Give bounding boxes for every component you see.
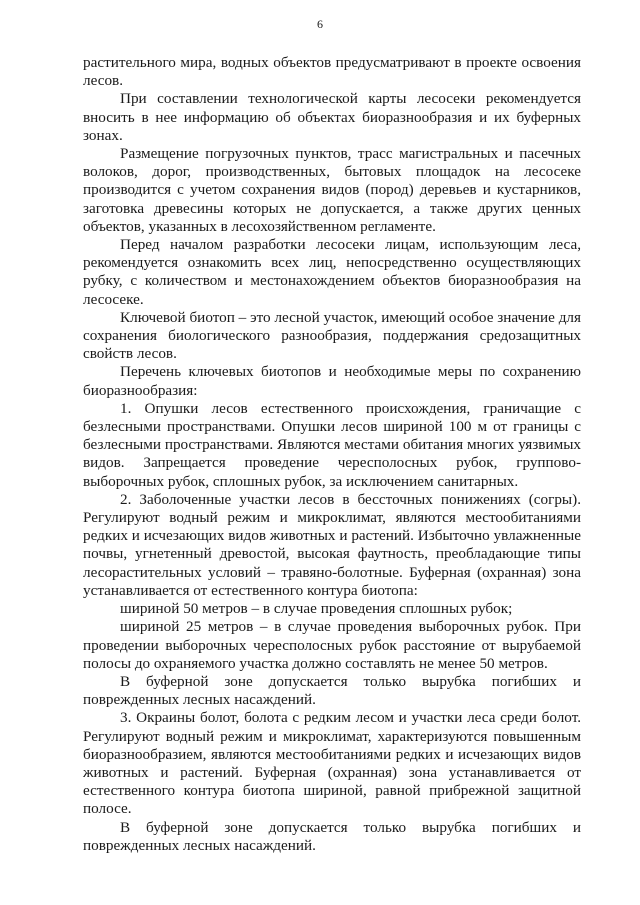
paragraph-loading-points: Размещение погрузочных пунктов, трасс магистральных и пасечных волоков, дорог, производственных, бытовых площадок на лесосеке производится с учетом сохранения видов (пород) деревьев и кустарников, заготовка древесины которых не допускается, а также других ценных объектов, указанных в лесохозяйственном регламенте. (83, 145, 581, 235)
list-item-forest-edges: 1. Опушки лесов естественного происхождения, граничащие с безлесными пространствами. Опушки лесов шириной 100 м от границы с безлесными пространствами. Являются местами обитания многих уязвимых видов. Запрещается проведение чересполосных рубок, группово-выборочных рубок, сплошных рубок, за исключением санитарных. (83, 399, 581, 490)
paragraph-biotope-list-intro: Перечень ключевых биотопов и необходимые меры по сохранению биоразнообразия: (83, 363, 581, 399)
paragraph-key-biotope-definition: Ключевой биотоп – это лесной участок, имеющий особое значение для сохранения биологического разнообразия, поддержания средозащитных свойств лесов. (83, 308, 581, 363)
paragraph-buffer-zone-rule-2: В буферной зоне допускается только вырубка погибших и поврежденных лесных насаждений. (83, 818, 581, 854)
paragraph-buffer-25m: шириной 25 метров – в случае проведения выборочных рубок. При проведении выборочных чересполосных рубок расстояние от вырубаемой полосы до охраняемого участка должно составлять не менее 50 метров. (83, 618, 581, 672)
list-item-wetland-forests: 2. Заболоченные участки лесов в бессточных понижениях (согры). Регулируют водный режим и микроклимат, являются местообитаниями редких и исчезающих видов животных и растений. Избыточно увлажненные почвы, угнетенный древостой, высокая фаутность, преобладающие типы лесорастительных условий – травяно-болотные. Буферная (охранная) зона устанавливается от естественного контура биотопа: (83, 490, 581, 599)
paragraph-technological-map: При составлении технологической карты лесосеки рекомендуется вносить в нее информацию об объектах биоразнообразия и их буферных зонах. (83, 90, 581, 144)
paragraph-buffer-50m: шириной 50 метров – в случае проведения сплошных рубок; (120, 600, 513, 618)
document-body (83, 54, 581, 855)
paragraph-before-logging: Перед началом разработки лесосеки лицам, использующим леса, рекомендуется ознакомить всех лиц, непосредственно осуществляющих рубку, с количеством и местонахождением объектов биоразнообразия на лесосеке. (83, 236, 581, 308)
paragraph-buffer-zone-rule-1: В буферной зоне допускается только вырубка погибших и поврежденных лесных насаждений. (83, 672, 581, 709)
list-item-bog-margins: 3. Окраины болот, болота с редким лесом и участки леса среди болот. Регулируют водный режим и микроклимат, характеризуются повышенным биоразнообразием, являются местообитаниями редких и исчезающих видов животных и растений. Буферная (охранная) зона устанавливается от естественного контура биотопа шириной, равной прибрежной защитной полосе. (83, 709, 581, 818)
page-number: 6 (317, 17, 323, 31)
paragraph-continuation: растительного мира, водных объектов предусматривают в проекте освоения лесов. (83, 54, 581, 90)
